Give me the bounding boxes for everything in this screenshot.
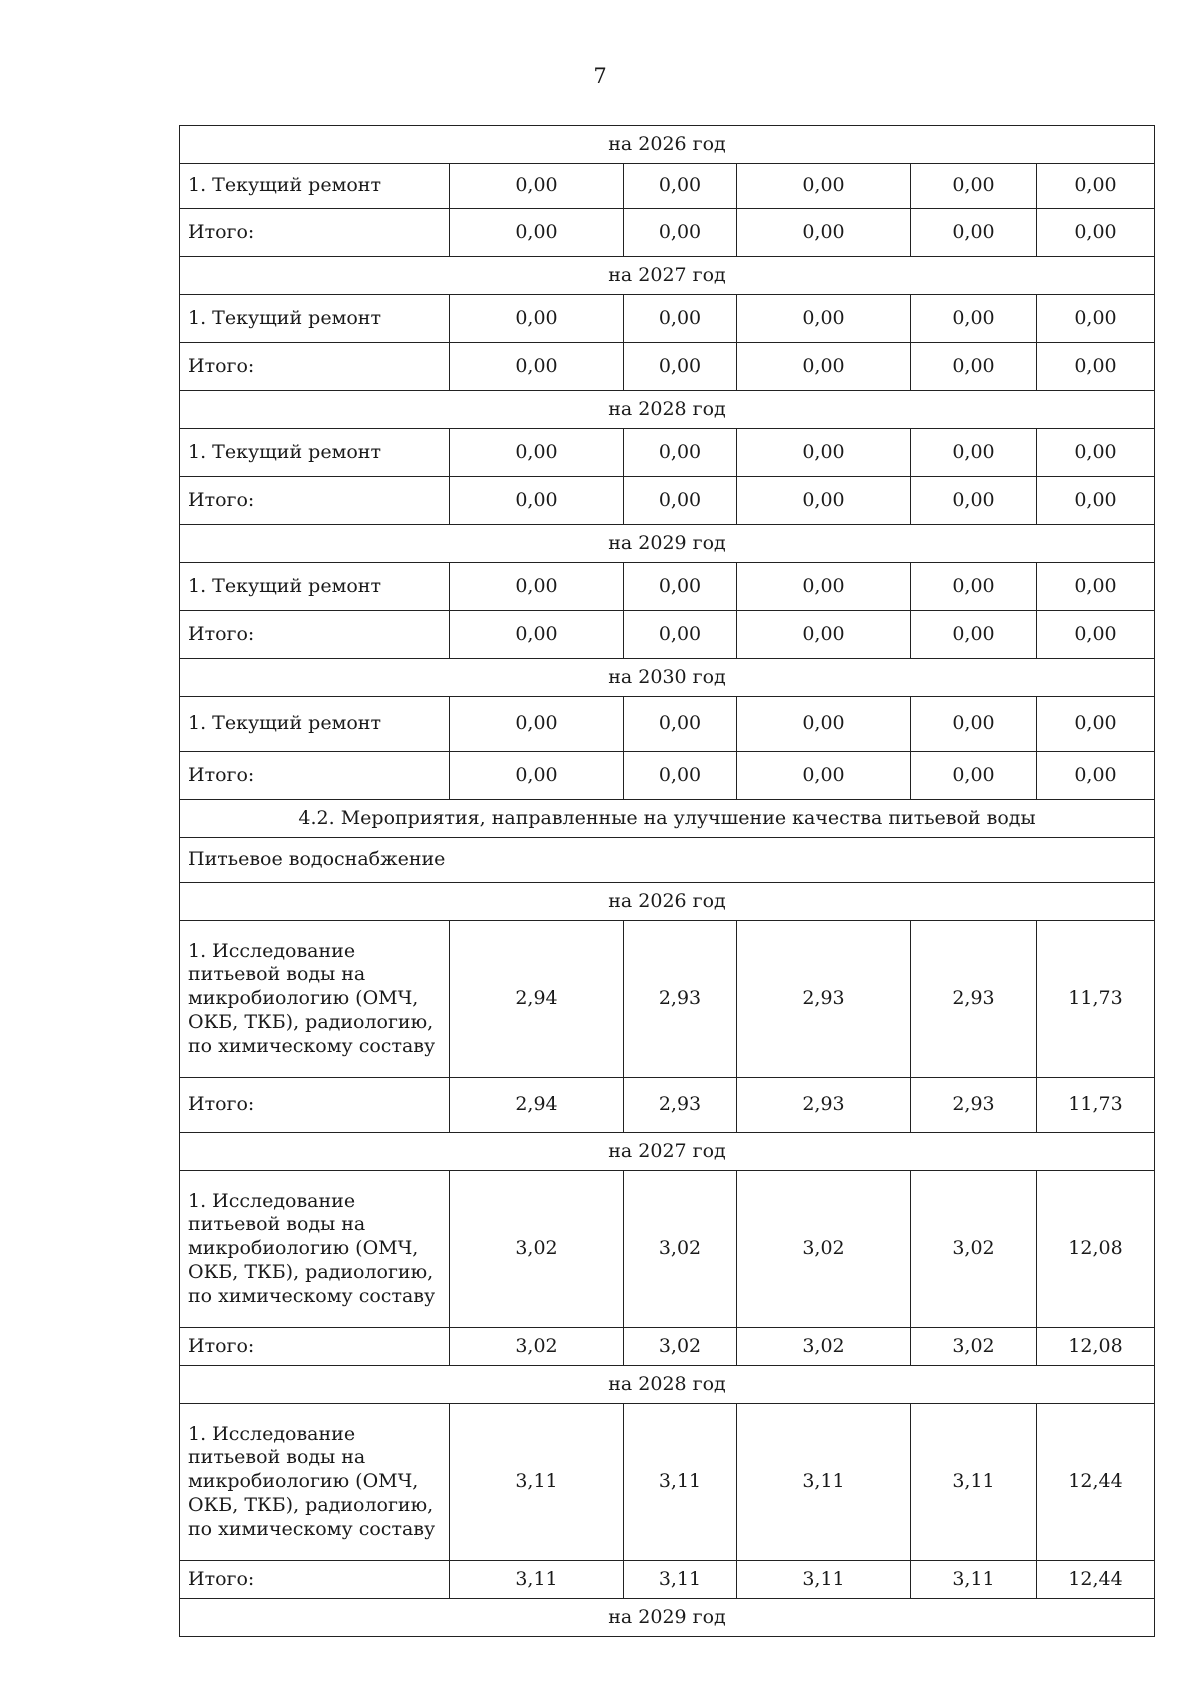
row-label: Итого: [180,477,450,525]
value-cell: 0,00 [737,611,911,659]
year-header: на 2029 год [180,525,1155,563]
value-cell: 0,00 [624,611,737,659]
value-cell: 11,73 [1037,1078,1155,1133]
year-header: на 2030 год [180,659,1155,697]
value-cell: 0,00 [624,164,737,209]
value-cell: 12,08 [1037,1171,1155,1328]
value-cell: 0,00 [911,611,1037,659]
year-header: на 2026 год [180,126,1155,164]
value-cell: 0,00 [624,295,737,343]
table-row [180,209,1155,257]
row-label: Итого: [180,343,450,391]
value-cell: 0,00 [1037,752,1155,800]
value-cell: 0,00 [911,697,1037,752]
table-row [180,164,1155,209]
year-header: на 2029 год [180,1599,1155,1637]
value-cell: 0,00 [737,477,911,525]
budget-table [179,125,1155,1637]
value-cell: 3,02 [624,1171,737,1328]
table-row [180,697,1155,752]
value-cell: 3,11 [911,1561,1037,1599]
row-label: Итого: [180,1561,450,1599]
value-cell: 0,00 [1037,164,1155,209]
value-cell: 2,93 [624,1078,737,1133]
row-label: Итого: [180,1078,450,1133]
value-cell: 3,11 [737,1404,911,1561]
value-cell: 3,02 [450,1171,624,1328]
value-cell: 0,00 [737,209,911,257]
value-cell: 0,00 [450,477,624,525]
table-row [180,1404,1155,1561]
value-cell: 0,00 [624,563,737,611]
table-row [180,429,1155,477]
value-cell: 0,00 [450,343,624,391]
table-row [180,1328,1155,1366]
row-label: 1. Текущий ремонт [180,429,450,477]
page-number: 7 [593,64,607,88]
value-cell: 0,00 [1037,429,1155,477]
value-cell: 0,00 [911,164,1037,209]
row-label: 1. Текущий ремонт [180,697,450,752]
value-cell: 0,00 [624,209,737,257]
year-header: на 2028 год [180,391,1155,429]
value-cell: 12,44 [1037,1404,1155,1561]
value-cell: 3,02 [911,1171,1037,1328]
value-cell: 3,02 [737,1171,911,1328]
subsection-title: 4.2. Мероприятия, направленные на улучшение качества питьевой воды [180,800,1155,838]
value-cell: 0,00 [911,295,1037,343]
value-cell: 2,93 [911,921,1037,1078]
value-cell: 3,02 [624,1328,737,1366]
value-cell: 11,73 [1037,921,1155,1078]
value-cell: 2,93 [737,921,911,1078]
value-cell: 0,00 [911,209,1037,257]
row-label: 1. Текущий ремонт [180,164,450,209]
table-row [180,295,1155,343]
year-header: на 2026 год [180,883,1155,921]
row-label: Итого: [180,209,450,257]
value-cell: 2,93 [737,1078,911,1133]
value-cell: 3,11 [450,1404,624,1561]
value-cell: 0,00 [737,563,911,611]
value-cell: 2,94 [450,921,624,1078]
year-header: на 2027 год [180,1133,1155,1171]
value-cell: 0,00 [1037,295,1155,343]
value-cell: 0,00 [737,343,911,391]
year-header: на 2028 год [180,1366,1155,1404]
value-cell: 0,00 [911,477,1037,525]
value-cell: 3,02 [450,1328,624,1366]
value-cell: 0,00 [737,295,911,343]
value-cell: 3,11 [624,1561,737,1599]
value-cell: 3,11 [911,1404,1037,1561]
value-cell: 0,00 [1037,563,1155,611]
value-cell: 0,00 [450,697,624,752]
value-cell: 0,00 [1037,477,1155,525]
value-cell: 0,00 [624,752,737,800]
value-cell: 0,00 [624,343,737,391]
table-row [180,343,1155,391]
value-cell: 0,00 [450,164,624,209]
value-cell: 3,11 [624,1404,737,1561]
value-cell: 2,94 [450,1078,624,1133]
value-cell: 3,02 [737,1328,911,1366]
value-cell: 0,00 [1037,209,1155,257]
table-row [180,752,1155,800]
table-row [180,563,1155,611]
value-cell: 0,00 [737,697,911,752]
value-cell: 0,00 [624,697,737,752]
table-row [180,611,1155,659]
row-label: 1. Исследование питьевой воды на микробиологию (ОМЧ, ОКБ, ТКБ), радиологию, по химическому составу [180,1404,450,1561]
year-header: на 2027 год [180,257,1155,295]
value-cell: 2,93 [911,1078,1037,1133]
value-cell: 0,00 [450,429,624,477]
value-cell: 0,00 [737,429,911,477]
value-cell: 0,00 [450,563,624,611]
table-row [180,477,1155,525]
row-label: 1. Текущий ремонт [180,295,450,343]
value-cell: 0,00 [911,752,1037,800]
value-cell: 12,08 [1037,1328,1155,1366]
row-label: Итого: [180,611,450,659]
category-label: Питьевое водоснабжение [180,838,1155,883]
table-row [180,1171,1155,1328]
value-cell: 0,00 [737,752,911,800]
value-cell: 3,11 [737,1561,911,1599]
value-cell: 0,00 [911,429,1037,477]
row-label: Итого: [180,752,450,800]
value-cell: 3,02 [911,1328,1037,1366]
value-cell: 0,00 [450,209,624,257]
value-cell: 12,44 [1037,1561,1155,1599]
table-row [180,1078,1155,1133]
value-cell: 0,00 [1037,697,1155,752]
row-label: 1. Исследование питьевой воды на микробиологию (ОМЧ, ОКБ, ТКБ), радиологию, по химическому составу [180,921,450,1078]
value-cell: 0,00 [1037,611,1155,659]
table-row [180,921,1155,1078]
value-cell: 2,93 [624,921,737,1078]
row-label: Итого: [180,1328,450,1366]
value-cell: 0,00 [911,563,1037,611]
value-cell: 0,00 [450,611,624,659]
value-cell: 0,00 [624,477,737,525]
value-cell: 0,00 [911,343,1037,391]
value-cell: 0,00 [1037,343,1155,391]
value-cell: 0,00 [450,295,624,343]
table-row [180,1561,1155,1599]
value-cell: 0,00 [624,429,737,477]
row-label: 1. Текущий ремонт [180,563,450,611]
value-cell: 3,11 [450,1561,624,1599]
row-label: 1. Исследование питьевой воды на микробиологию (ОМЧ, ОКБ, ТКБ), радиологию, по химическому составу [180,1171,450,1328]
value-cell: 0,00 [737,164,911,209]
value-cell: 0,00 [450,752,624,800]
